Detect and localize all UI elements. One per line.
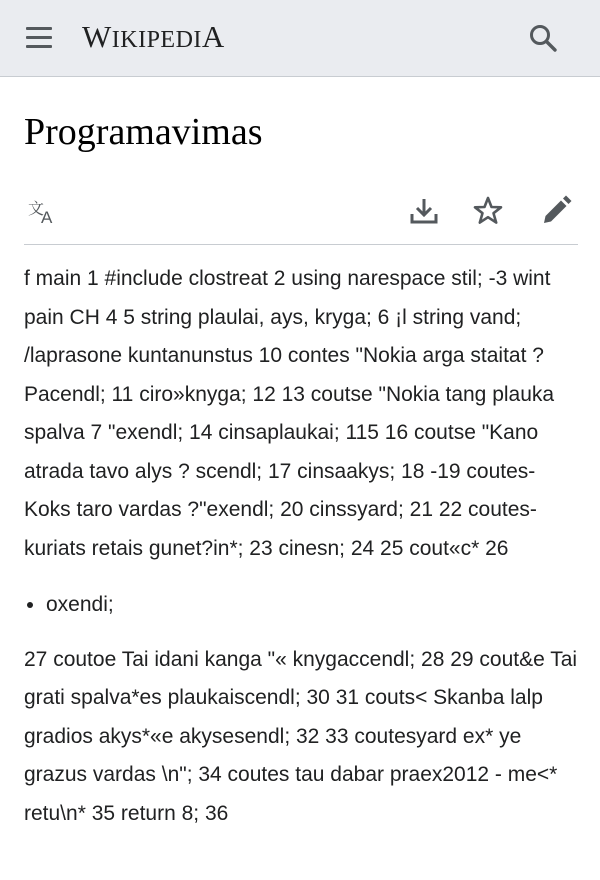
pencil-icon xyxy=(539,194,573,228)
list-item: • oxendi; xyxy=(46,586,580,625)
article-paragraph: f main 1 #include clostreat 2 using narespace stil; -3 wint pain CH 4 5 string plaulai, ays, kryga; 6 ¡l string vand; /laprasone kuntanunstus 10 contes "Nokia arga staitat ? Pacendl; 11 ciro»knyga; 12 13 coutse "Nokia tang plauka spalva 7 "exendl; 14 cinsaplaukai; 115 16 coutse "Kano atrada tavo alys ? scendl; 17 cinsaakys; 18 -19 coutes-Koks taro vardas ?"exendl; 20 cinssyard; 21 22 coutes-kuriats retais gunet?in*; 23 cinesn; 24 25 cout«c* 26 xyxy=(24,267,555,560)
translate-icon xyxy=(26,194,60,228)
hamburger-icon-bar xyxy=(26,36,52,39)
article-content xyxy=(24,260,580,833)
main-menu-button[interactable] xyxy=(24,24,54,52)
search-button[interactable] xyxy=(527,22,559,54)
hamburger-icon-bar xyxy=(26,45,52,48)
language-button[interactable] xyxy=(26,194,60,228)
svg-text:文: 文 xyxy=(28,199,45,218)
page-actions-bar xyxy=(24,188,578,245)
hamburger-icon xyxy=(26,27,52,30)
wordmark-initial: W xyxy=(82,19,112,54)
download-icon xyxy=(407,194,441,228)
article-paragraph: 27 coutoe Tai idani kanga "« knygaccendl; 28 29 cout&e Tai grati spalva*es plaukaiscendl; 30 31 couts< Skanba lalp gradios akys*«e akysesendl; 32 33 coutesyard ex* ye grazus vardas \n"; 34 coutes tau dabar praex2012 - me<* retu\n* 35 return 8; 36 xyxy=(24,647,578,825)
svg-text:A: A xyxy=(41,208,53,227)
download-button[interactable] xyxy=(407,194,441,228)
page-title: Programavimas xyxy=(24,111,263,153)
wikipedia-wordmark[interactable] xyxy=(82,17,225,57)
star-icon xyxy=(471,194,505,228)
watch-star-button[interactable] xyxy=(471,194,505,228)
wordmark-middle: IKIPEDI xyxy=(111,27,202,53)
top-bar xyxy=(0,0,600,77)
search-icon xyxy=(527,22,559,54)
edit-button[interactable] xyxy=(539,194,573,228)
bullet-list xyxy=(24,586,580,625)
wordmark-final: A xyxy=(201,19,225,54)
